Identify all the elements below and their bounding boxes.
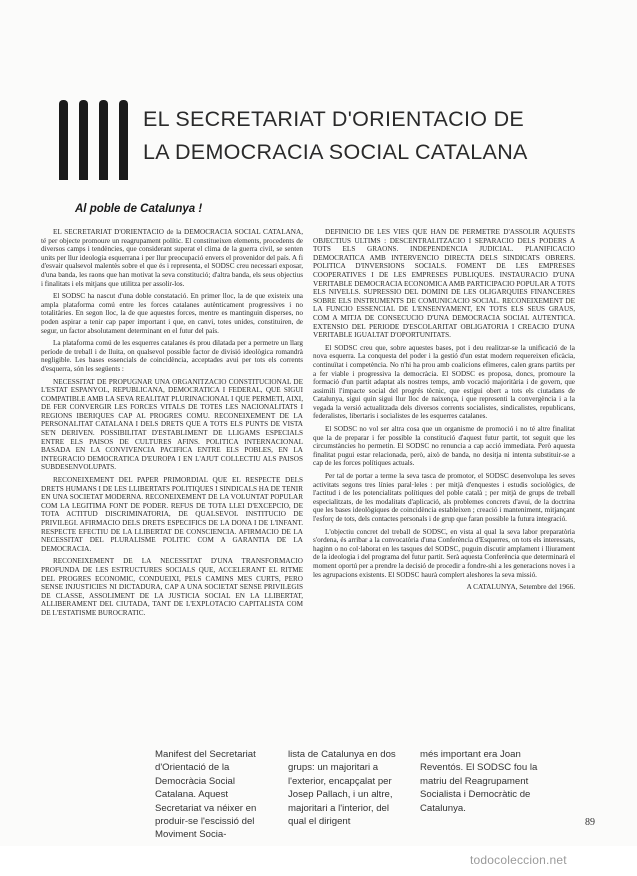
document-title (143, 103, 613, 169)
signature-line: A CATALUNYA, Setembre del 1966. (466, 583, 575, 592)
caption-column-2 (288, 748, 405, 828)
paragraph: El SODSC creu que, sobre aquestes bases, pot i deu realitzar-se la unificació de la nova esquerra. La conquesta del poder i la gestió d'un estat modern requereixen eficàcia, continuïtat i competència. No n'hi ha prou amb coalicions efímeres, calen grans partits per a fer viable i progressiva la democràcia. El SODSC es proposa, doncs, promoure la formació d'un partit adaptat als nostres temps, amb vocació majoritària i de govern, que assimili l'impacte social del progrés tècnic, que estigui obert a tots els ciutadans de Catalunya, sigui quin sigui llur lloc de naixença, i que representi la convergència i a la vegada la versió actualitzada dels diversos corrents socialistes, sindicalistes, republicans, federalistes, libertaris i socialistes de les esquerres catalanes. (313, 343, 575, 421)
paragraph: DEFINICIO DE LES VIES QUE HAN DE PERMETRE D'ASSOLIR AQUESTS OBJECTIUS ULTIMS : DESCENTRALITZACIO I SEPARACIO DELS PODERS A TOTS ELS GRAONS. INDEPENDENCIA JUDICIAL. PLANIFICACIO DEMOCRATICA AMB INTERVENCIO DIRECTA DELS SINDICATS OBRERS. POLITICA D'INVERSIONS SOCIALS. FOMENT DE LES EMPRESES COOPERATIVES I DE LES EMPRESES PUBLIQUES. INSTAURACIO D'UNA VERITABLE DEMOCRACIA ECONOMICA AMB PARTICIPACIO POPULAR A TOTS ELS NIVELLS. SUPRESSIO DEL DOMINI DE LES OLIGARQUIES FINANCERES SOBRE ELS INSTRUMENTS DE COMUNICACIO SOCIAL. RECONEIXEMENT DE LA FUNCIO ESSENCIAL DE L'ENSENYAMENT, EN TOTS ELS SEUS GRAUS, COM A MITJA DE CONSECUCIO D'UNA DEMOCRACIA SOCIAL AUTENTICA. EXTENSIO DEL PERIODE D'ESCOLARITAT OBLIGATORIA I CREACIO D'UNA VERITABLE IGUALTAT D'OPORTUNITATS. (313, 228, 575, 340)
caption-text: lista de Catalunya en dos grups: un majoritari a l'exterior, encapçalat per Josep Pallach, i un altre, majoritari a l'interior, del qual el dirigent (288, 749, 396, 828)
paragraph: EL SECRETARIAT D'ORIENTACIO de la DEMOCRACIA SOCIAL CATALANA, té per objecte promoure un reagrupament polític. El constitueixen elements, procedents de diversos camps i tendències, que considerant superat el clima de la guerra civil, se senten units per llur ideologia esquerrana i per llur preocupació envers el provenidor del país. A fi d'esvair qualsevol malentès sobre el que és i representa, el SODSC creu necessari exposar, d'una banda, les raons que han motivat la seva constitució; d'altra banda, els seus objectius i finalitats i els mitjans que utilitza per assolir-los. (41, 228, 303, 288)
paragraph: El SODSC no vol ser altra cosa que un organisme de promoció i no té altre finalitat que la de preparar i fer possible la constitució d'aquest futur partit, tot seguit que les circumstàncies ho permetin. El SODSC no renuncia a cap acció immediata. Però aquesta finalitat pugui estar relacionada, però, això de banda, no desitja ni intenta substituir-se a cap de les forces polítiques actuals. (313, 425, 575, 468)
paragraph: NECESSITAT DE PROPUGNAR UNA ORGANITZACIO CONSTITUCIONAL DE L'ESTAT ESPANYOL, REPUBLICANA, DEMOCRATICA I FEDERAL, QUE SIGUI COMPATIBLE AMB LA SEVA REALITAT PLURINACIONAL I QUE PERMETI, AIXI, DE FER CONVERGIR LES FORCES VITALS DE TOTES LES NACIONALITATS I REGIONS IBERIQUES CAP AL PROGRES COMU. RECONEIXEMENT DE LA PERSONALITAT CATALANA I DELS DRETS QUE A TOTS ELS PUNTS DE VISTA SE'N DERIVEN. POSSIBILITAT D'ESTABLIMENT DE LLIGAMS ESPECIALS ENTRE ELS PAISOS DE CULTURES AFINS. POLITICA INTERNACIONAL BASADA EN LA CONVIVENCIA PACIFICA ENTRE ELS POBLES, EN LA INTEGRACIO DEMOCRATICA D'EUROPA I EN L'AJUT COLLECTIU ALS PAISOS SUBDESENVOLUPATS. (41, 377, 303, 472)
caption-text: Manifest del Secretariat d'Orientació de la Democràcia Social Catalana. Aquest Secretariat va néixer en produir-se l'escissió del Moviment Socia- (155, 749, 257, 841)
four-bars-logo (55, 100, 129, 180)
left-text-column (41, 228, 303, 622)
watermark-text: todocoleccion.net (470, 853, 567, 867)
caption-column-3 (420, 748, 538, 815)
paragraph: RECONEIXEMENT DE LA NECESSITAT D'UNA TRANSFORMACIO PROFUNDA DE LES ESTRUCTURES SOCIALS QUE, ACCELERANT EL RITME DEL PROGRES ECONOMIC, CONDUEIXI, PELS CAMINS MES CURTS, PERO SENSE INJUSTICIES NI DICTADURA, CAP A UNA SOCIETAT SENSE PRIVILEGIS DE CLASSE, ASSOLIMENT DE LA JUSTICIA SOCIAL EN LA LLIBERTAT, ALLIBERAMENT DEL CIUTADA, TANT DE L'EXPLOTACIO CAPITALISTA COM DE L'ESTATISME BUROCRATIC. (41, 557, 303, 617)
paragraph: RECONEIXEMENT DEL PAPER PRIMORDIAL QUE EL RESPECTE DELS DRETS HUMANS I DE LES LLIBERTATS POLITIQUES I SINDICALS HA DE TENIR EN UNA SOCIETAT MODERNA. RECONEIXEMENT DE LA VOLUNTAT POPULAR COM LA LEGITIMA FONT DE PODER. REFUS DE TOTA LLEI D'EXCEPCIO, DE TOTA ACTITUD DISCRIMINATORIA, DE QUALSEVOL INSTITUCIO DE PRIVILEGI. AFIRMACIO DELS DRETS ESPECIFICS DE LA DONA I DE L'INFANT. RESPECTE EFECTIU DE LA LLIBERTAT DE CONSCIENCIA. AFIRMACIO DE LA NECESSITAT DEL PLURALISME POLITIC COM A GARANTIA DE LA DEMOCRACIA. (41, 476, 303, 553)
caption-text: més important era Joan Reventós. El SODSC fou la matriu del Reagrupament Socialista i Democràtic de Catalunya. (420, 749, 538, 814)
title-line-1: EL SECRETARIAT D'ORIENTACIO DE (143, 107, 525, 131)
paragraph: L'objectiu concret del treball de SODSC, en vista al qual la seva labor preparatòria s'ordena, és arribar a la convocatòria d'una Conferència d'Esquerres, on tots els interessats, haginn o no col·laborat en les tasques del SODSC, puguin discutir amplament i lliurament de la ideologia i del programa del futur partit. Serà aquesta Conferència que determinarà el moment oportú per a prendre la decisió de procedir a fondre-shi a les generacions noves i a les agrupacions existents. El SODSC haurà complert aleshores la seva missió. (313, 527, 575, 579)
paragraph: El SODSC ha nascut d'una doble constatació. En primer lloc, la de que existeix una ampla plataforma comú entre les forces catalanes autènticament progressives i no totalitàries. En segon lloc, la de que aquestes forces, mentre es mantinguin disperses, no poden aspirar a tenir cap paper important i que, en canvi, totes unides, constituiren, de segur, un factor absolutament determinant en el futur del país. (41, 292, 303, 335)
paragraph: La plataforma comú de les esquerres catalanes és prou dilatada per a permetre un llarg període de treball i de lluita, on qualsevol possible factor de divisió ideològica romandrà negligible. Les bases essencials de coincidència, acceptades avui per tots els corrents d'esquerra, són les següents : (41, 339, 303, 373)
subheading: Al poble de Catalunya ! (75, 203, 203, 215)
page-number: 89 (585, 817, 595, 828)
paragraph: Per tal de portar a terme la seva tasca de promotor, el SODSC desenvolupa les seves activitats segons tres línies paral·leles : per mitjà d'enquestes i estudis sociològics, de l'actitud i de les potencialitats polítiques del poble català ; per mitjà de grups de treball especialitzats, de les modalitats d'aplicació, als problemes concrets d'avui, de la doctrina que les bases ideològiques de coincidència estableixen ; creació i manteniment, mitjançant l'esforç de tots, dels contactes personals i de grup que faran possible la futura integració. (313, 472, 575, 523)
right-text-column (313, 228, 575, 596)
title-line-2: LA DEMOCRACIA SOCIAL CATALANA (143, 140, 528, 164)
caption-column-1 (155, 748, 273, 842)
